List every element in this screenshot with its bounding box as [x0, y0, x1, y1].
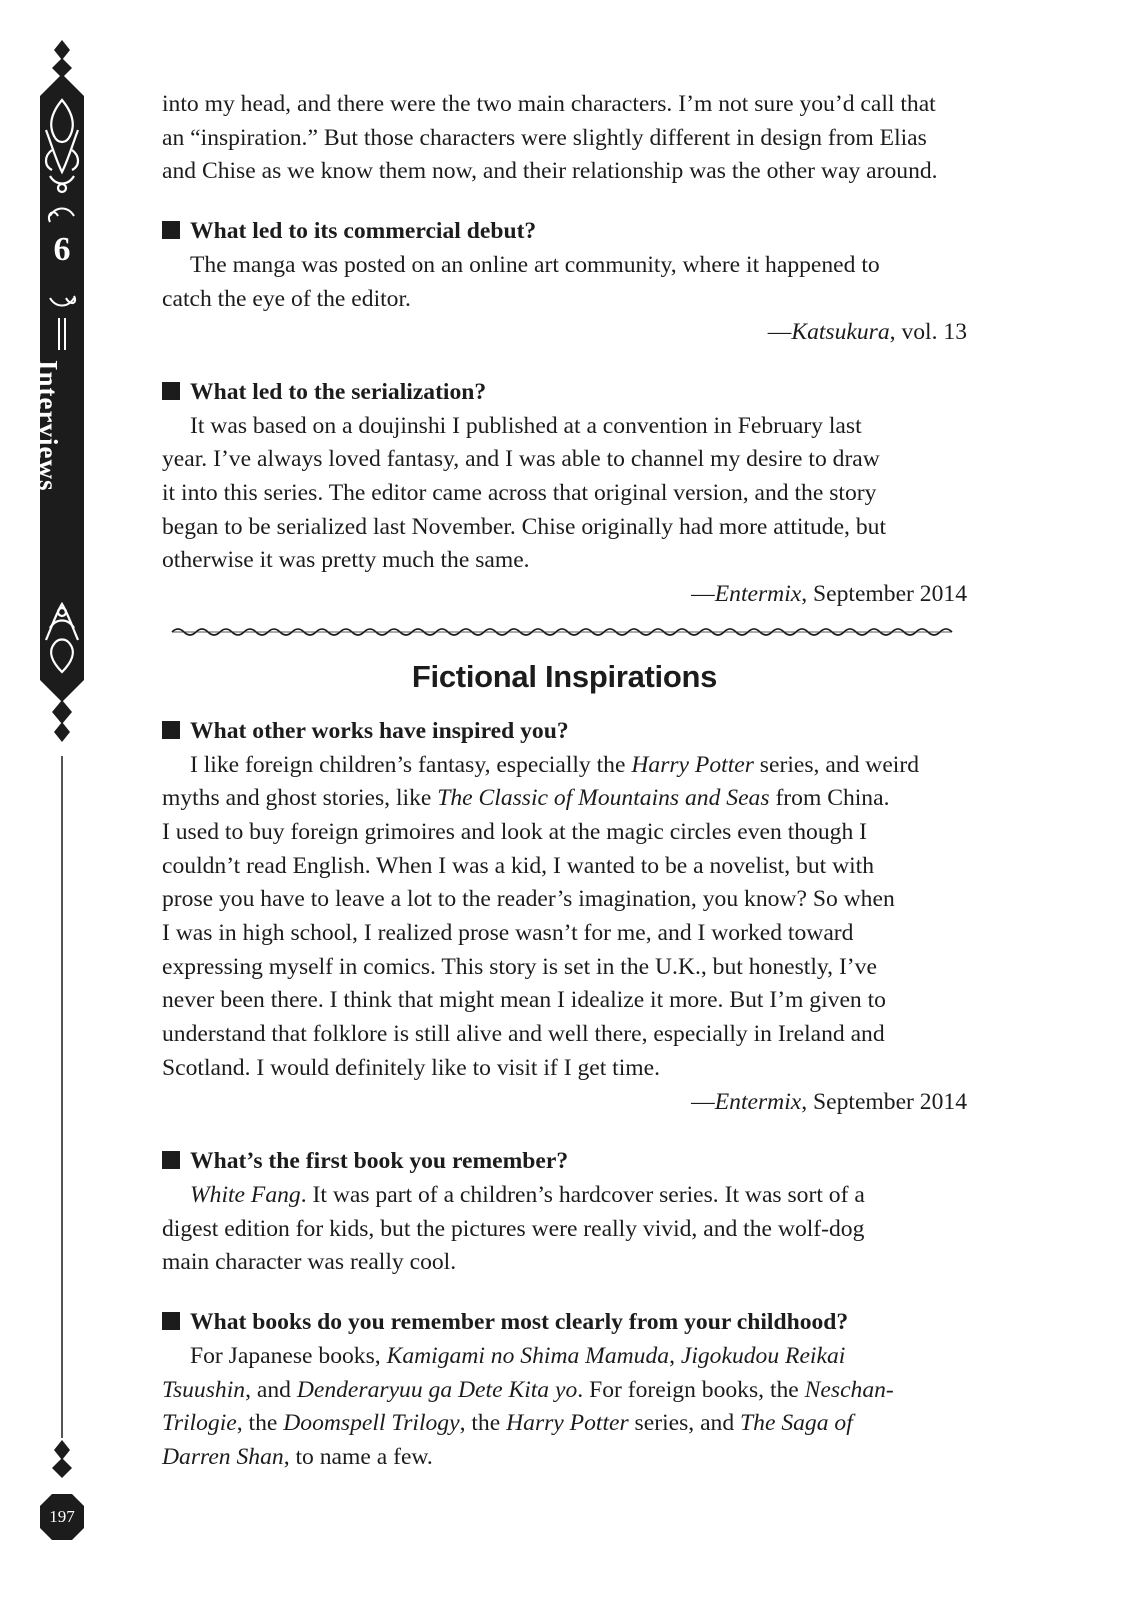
- text-line: [162, 1441, 967, 1475]
- source-citation: —Entermix, September 2014: [691, 1088, 967, 1115]
- text-line: an “inspiration.” But those characters were slightly different in design from Elias: [162, 124, 927, 151]
- question-text: What other works have inspired you?: [190, 717, 569, 744]
- question-heading: [162, 1306, 967, 1340]
- text-line: I used to buy foreign grimoires and look at the magic circles even though I: [162, 818, 867, 845]
- text-span: myths and ghost stories, like: [162, 785, 438, 812]
- text-line: main character was really cool.: [162, 1249, 457, 1276]
- chapter-number: 6: [53, 231, 71, 268]
- question-heading: [162, 376, 967, 410]
- qa-serialization: [162, 376, 967, 612]
- question-heading: [162, 215, 967, 249]
- chapter-sidebar: [0, 0, 130, 1600]
- text-span: ,: [669, 1342, 681, 1369]
- text-line: and Chise as we know them now, and their relationship was the other way around.: [162, 158, 938, 185]
- intro-paragraph: [162, 88, 967, 189]
- title-italic: Kamigami no Shima Mamuda: [386, 1342, 670, 1369]
- title-italic: The Classic of Mountains and Seas: [437, 785, 770, 812]
- text-span: series, and: [628, 1410, 741, 1437]
- text-line: [162, 1179, 967, 1213]
- source-citation: —Katsukura, vol. 13: [767, 319, 967, 346]
- question-text: What led to the serialization?: [190, 378, 487, 405]
- text-line: Scotland. I would definitely like to visit if I get time.: [162, 1054, 661, 1081]
- question-heading: [162, 1145, 967, 1179]
- square-bullet-icon: [162, 1151, 180, 1169]
- text-line: [162, 1374, 967, 1408]
- title-italic: Neschan-: [804, 1376, 894, 1403]
- text-line: prose you have to leave a lot to the reader’s imagination, you know? So when: [162, 886, 895, 913]
- text-line: I was in high school, I realized prose wasn’t for me, and I worked toward: [162, 920, 854, 947]
- question-heading: [162, 715, 967, 749]
- text-span: For Japanese books,: [190, 1342, 387, 1369]
- page-number: 197: [49, 1507, 75, 1526]
- text-line: began to be serialized last November. Chise originally had more attitude, but: [162, 513, 886, 540]
- title-italic: White Fang: [190, 1181, 301, 1208]
- question-text: What’s the first book you remember?: [190, 1148, 569, 1175]
- text-line: never been there. I think that might mean I idealize it more. But I’m given to: [162, 987, 886, 1014]
- text-line: catch the eye of the editor.: [162, 285, 411, 312]
- text-line: [162, 1340, 967, 1374]
- section-title: Fictional Inspirations: [411, 658, 718, 694]
- text-line: couldn’t read English. When I was a kid, I wanted to be a novelist, but with: [162, 852, 875, 879]
- title-italic: Jigokudou Reikai: [680, 1342, 846, 1369]
- text-span: series, and weird: [753, 751, 920, 778]
- title-italic: Doomspell Trilogy: [283, 1410, 460, 1437]
- chapter-label: Interviews: [33, 360, 63, 492]
- source-detail: , vol. 13: [889, 319, 967, 346]
- text-line: year. I’ve always loved fantasy, and I was able to channel my desire to draw: [162, 446, 880, 473]
- text-line: expressing myself in comics. This story is set in the U.K., but honestly, I’ve: [162, 953, 877, 980]
- source-citation: —Entermix, September 2014: [691, 581, 967, 608]
- text-span: I like foreign children’s fantasy, especially the: [190, 751, 632, 778]
- title-italic: Harry Potter: [631, 751, 754, 778]
- text-span: , the: [459, 1410, 507, 1437]
- qa-first-book: [162, 1145, 967, 1280]
- qa-other-works: [162, 715, 967, 1119]
- text-line: it into this series. The editor came across that original version, and the story: [162, 480, 877, 507]
- text-line: digest edition for kids, but the pictures were really vivid, and the wolf-dog: [162, 1215, 865, 1242]
- question-text: What led to its commercial debut?: [190, 218, 537, 245]
- source-name: Katsukura: [791, 319, 890, 346]
- title-italic: Denderaryuu ga Dete Kita yo: [296, 1376, 578, 1403]
- question-text: What books do you remember most clearly from your childhood?: [190, 1309, 849, 1336]
- square-bullet-icon: [162, 721, 180, 739]
- text-span: , and: [245, 1376, 297, 1403]
- text-span: . It was part of a children’s hardcover series. It was sort of a: [300, 1181, 865, 1208]
- qa-commercial-debut: [162, 215, 967, 350]
- square-bullet-icon: [162, 382, 180, 400]
- text-span: from China.: [769, 785, 890, 812]
- title-italic: Tsuushin: [162, 1376, 246, 1403]
- text-line: [162, 1407, 967, 1441]
- text-line: The manga was posted on an online art community, where it happened to: [190, 251, 880, 278]
- page-content: [162, 88, 967, 1501]
- text-span: . For foreign books, the: [577, 1376, 805, 1403]
- text-line: It was based on a doujinshi I published at a convention in February last: [190, 412, 862, 439]
- text-line: understand that folklore is still alive and well there, especially in Ireland and: [162, 1021, 885, 1048]
- text-line: otherwise it was pretty much the same.: [162, 547, 530, 574]
- square-bullet-icon: [162, 1312, 180, 1330]
- source-detail: , September 2014: [801, 1088, 967, 1115]
- ornamental-divider: [168, 624, 958, 640]
- source-name: Entermix: [714, 1088, 802, 1115]
- square-bullet-icon: [162, 221, 180, 239]
- title-italic: Darren Shan: [162, 1443, 284, 1470]
- title-italic: The Saga of: [740, 1410, 853, 1437]
- text-line: [162, 782, 967, 816]
- qa-childhood-books: [162, 1306, 967, 1475]
- text-span: , the: [236, 1410, 284, 1437]
- text-line: [162, 749, 967, 783]
- text-line: into my head, and there were the two main characters. I’m not sure you’d call that: [162, 91, 936, 117]
- source-detail: , September 2014: [801, 581, 967, 608]
- text-span: , to name a few.: [283, 1443, 433, 1470]
- title-italic: Trilogie: [162, 1410, 237, 1437]
- source-name: Entermix: [714, 581, 802, 608]
- title-italic: Harry Potter: [506, 1410, 629, 1437]
